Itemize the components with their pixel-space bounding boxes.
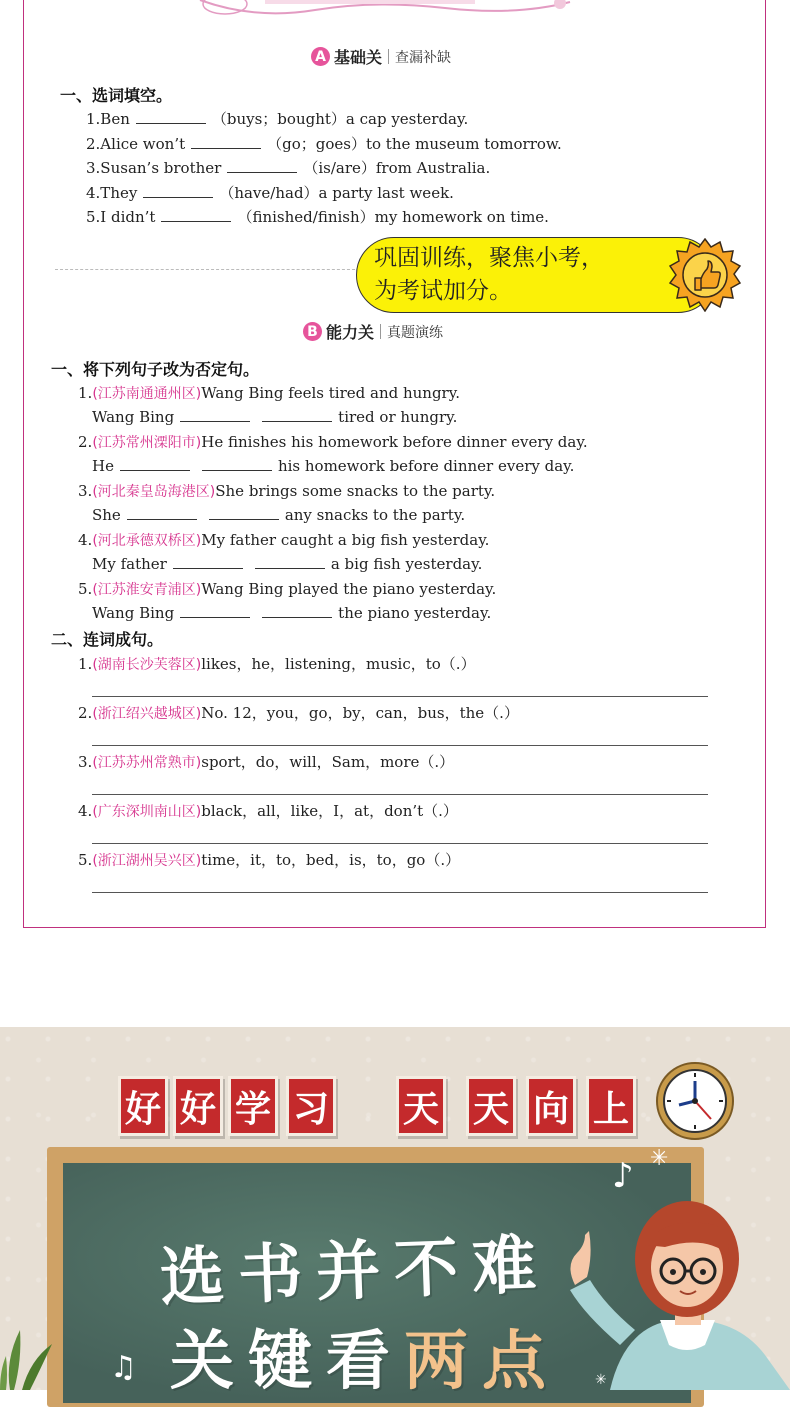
negative-answer	[92, 603, 491, 622]
board-line-2-highlight: 两点	[404, 1324, 560, 1399]
slogan-tile: 好	[173, 1076, 223, 1136]
fill-in-item	[86, 157, 490, 178]
slogan-tile: 习	[286, 1076, 336, 1136]
item-prompt: 3.Susan’s brother	[86, 159, 222, 177]
item-words: No. 12，you，go，by，can，bus，the（.）	[201, 704, 519, 722]
section-b-heading-1: 一、将下列句子改为否定句。	[51, 360, 260, 379]
answer-blank[interactable]	[180, 407, 250, 422]
section-a-badge	[311, 45, 451, 68]
slogan-tile: 学	[228, 1076, 278, 1136]
item-number: 4.	[78, 802, 93, 820]
item-number: 3.	[78, 482, 93, 500]
answer-blank[interactable]	[161, 207, 231, 222]
answer-line[interactable]	[92, 843, 708, 844]
item-number: 4.	[78, 531, 93, 549]
item-sentence: She brings some snacks to the party.	[215, 482, 496, 500]
item-prompt: 1.Ben	[86, 110, 130, 128]
answer-blank[interactable]	[262, 603, 332, 618]
item-options: （is/are）from Australia.	[303, 159, 491, 177]
plant-illustration	[0, 1320, 60, 1390]
source-tag: (江苏常州溧阳市)	[92, 435, 202, 451]
answer-prefix: Wang Bing	[92, 604, 175, 622]
fill-in-item	[86, 133, 562, 154]
reorder-item	[78, 800, 458, 821]
section-a-heading: 一、选词填空。	[60, 86, 173, 105]
answer-prefix: Wang Bing	[92, 408, 175, 426]
negative-item	[78, 432, 588, 452]
source-tag: (江苏淮安青浦区)	[92, 582, 202, 598]
section-a-title: 基础关	[334, 48, 383, 67]
section-b-title: 能力关	[326, 323, 375, 342]
section-a-letter: A	[311, 47, 330, 66]
source-tag: (江苏南通通州区)	[92, 386, 202, 402]
top-banner-decoration	[195, 0, 575, 18]
source-tag: (江苏苏州常熟市)	[92, 755, 202, 771]
board-line-2-main: 关键看	[170, 1324, 404, 1399]
divider	[380, 324, 381, 339]
reorder-item	[78, 653, 476, 674]
reorder-item	[78, 849, 460, 870]
source-tag: (浙江湖州吴兴区)	[92, 853, 202, 869]
item-sentence: My father caught a big fish yesterday.	[201, 531, 490, 549]
reorder-item	[78, 702, 519, 723]
negative-answer	[92, 505, 465, 524]
answer-blank[interactable]	[127, 505, 197, 520]
callout-text	[374, 242, 664, 308]
answer-blank[interactable]	[143, 183, 213, 198]
answer-blank[interactable]	[180, 603, 250, 618]
answer-blank[interactable]	[191, 134, 261, 149]
callout-line-1: 巩固训练，聚焦小考，	[374, 245, 604, 271]
answer-suffix: his homework before dinner every day.	[277, 457, 575, 475]
board-line-2	[170, 1310, 560, 1402]
negative-item	[78, 481, 495, 501]
item-words: likes，he，listening，music，to（.）	[201, 655, 476, 673]
item-number: 1.	[78, 384, 93, 402]
slogan-tile: 天	[466, 1076, 516, 1136]
music-note-icon: ♫	[110, 1350, 137, 1385]
item-sentence: He finishes his homework before dinner every day.	[201, 433, 588, 451]
divider	[388, 49, 389, 64]
answer-suffix: any snacks to the party.	[284, 506, 466, 524]
negative-answer	[92, 554, 482, 573]
negative-item	[78, 579, 496, 599]
section-b-badge	[303, 320, 443, 343]
item-number: 3.	[78, 753, 93, 771]
source-tag: (河北承德双桥区)	[92, 533, 202, 549]
answer-blank[interactable]	[255, 554, 325, 569]
item-options: （finished/finish）my homework on time.	[237, 208, 549, 226]
source-tag: (河北秦皇岛海港区)	[92, 484, 216, 500]
sparkle-icon: ✳	[650, 1146, 669, 1171]
item-words: time，it，to，bed，is，to，go（.）	[201, 851, 461, 869]
item-number: 5.	[78, 851, 93, 869]
answer-blank[interactable]	[173, 554, 243, 569]
answer-blank[interactable]	[262, 407, 332, 422]
negative-item	[78, 383, 460, 403]
answer-suffix: tired or hungry.	[338, 408, 458, 426]
item-prompt: 4.They	[86, 184, 138, 202]
item-words: sport，do，will，Sam，more（.）	[201, 753, 455, 771]
answer-prefix: She	[92, 506, 121, 524]
item-number: 1.	[78, 655, 93, 673]
answer-prefix: He	[92, 457, 114, 475]
board-line-1: 选书并不难	[159, 1227, 552, 1316]
item-sentence: Wang Bing played the piano yesterday.	[201, 580, 497, 598]
section-b-letter: B	[303, 322, 322, 341]
fill-in-item	[86, 108, 468, 129]
sparkle-icon: ✳	[595, 1372, 607, 1388]
answer-blank[interactable]	[120, 456, 190, 471]
answer-blank[interactable]	[202, 456, 272, 471]
source-tag: (浙江绍兴越城区)	[92, 706, 202, 722]
answer-suffix: a big fish yesterday.	[330, 555, 483, 573]
answer-prefix: My father	[92, 555, 167, 573]
negative-item	[78, 530, 489, 550]
section-b-heading-2: 二、连词成句。	[51, 630, 164, 649]
answer-blank[interactable]	[209, 505, 279, 520]
answer-suffix: the piano yesterday.	[338, 604, 492, 622]
fill-in-item	[86, 206, 549, 227]
item-number: 2.	[78, 433, 93, 451]
answer-line[interactable]	[92, 794, 708, 795]
negative-answer	[92, 407, 457, 426]
item-options: （buys；bought）a cap yesterday.	[211, 110, 469, 128]
source-tag: (广东深圳南山区)	[92, 804, 202, 820]
slogan-tile: 好	[118, 1076, 168, 1136]
answer-blank[interactable]	[227, 158, 297, 173]
fill-in-item	[86, 182, 454, 203]
item-prompt: 5.I didn’t	[86, 208, 156, 226]
section-a-subtitle: 查漏补缺	[395, 49, 452, 66]
item-sentence: Wang Bing feels tired and hungry.	[201, 384, 460, 402]
item-prompt: 2.Alice won’t	[86, 135, 186, 153]
item-options: （have/had）a party last week.	[219, 184, 454, 202]
reorder-item	[78, 751, 454, 772]
item-words: black，all，like，I，at，don’t（.）	[201, 802, 458, 820]
source-tag: (湖南长沙芙蓉区)	[92, 657, 202, 673]
slogan-tile: 上	[586, 1076, 636, 1136]
clock-icon	[655, 1061, 735, 1141]
music-note-icon: ♪	[612, 1156, 634, 1196]
slogan-tile: 天	[396, 1076, 446, 1136]
answer-line[interactable]	[92, 892, 708, 893]
item-number: 2.	[78, 704, 93, 722]
answer-line[interactable]	[92, 745, 708, 746]
slogan-tile: 向	[526, 1076, 576, 1136]
section-b-subtitle: 真题演练	[387, 324, 444, 341]
answer-line[interactable]	[92, 696, 708, 697]
item-number: 5.	[78, 580, 93, 598]
dashed-divider	[55, 269, 355, 270]
thumbs-up-badge-icon	[668, 238, 742, 312]
item-options: （go；goes）to the museum tomorrow.	[267, 135, 562, 153]
answer-blank[interactable]	[136, 109, 206, 124]
callout-line-2: 为考试加分。	[374, 278, 512, 304]
teacher-illustration	[565, 1195, 790, 1390]
negative-answer	[92, 456, 574, 475]
